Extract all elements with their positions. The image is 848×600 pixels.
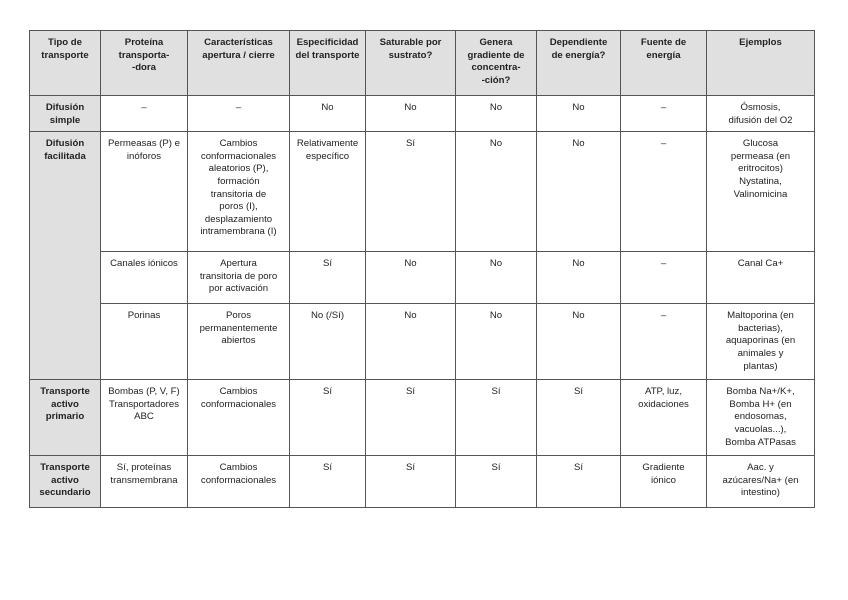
table-cell: Poros permanentemente abiertos [188, 304, 290, 380]
table-row [30, 96, 815, 132]
table-cell: Bomba Na+/K+, Bomba H+ (en endosomas, vacuolas...), Bomba ATPasas [707, 380, 815, 456]
header-dependiente: Dependiente de energía? [537, 31, 621, 96]
table-cell: No [290, 96, 366, 132]
table-cell: Sí [366, 380, 456, 456]
table-cell: Gradiente iónico [621, 456, 707, 508]
table-cell: No [366, 304, 456, 380]
header-especificidad: Especificidad del transporte [290, 31, 366, 96]
table-cell: Ósmosis, difusión del O2 [707, 96, 815, 132]
header-caracteristicas: Características apertura / cierre [188, 31, 290, 96]
row-header-difusion-simple: Difusión simple [30, 96, 101, 132]
table-row [30, 252, 815, 304]
header-fuente: Fuente de energía [621, 31, 707, 96]
table-cell: No [537, 96, 621, 132]
table-cell: No [366, 252, 456, 304]
table-cell: Sí [290, 252, 366, 304]
table-cell: Sí [537, 456, 621, 508]
table-cell: – [621, 132, 707, 252]
table-cell: Sí [456, 380, 537, 456]
table-cell: Maltoporina (en bacterias), aquaporinas (en animales y plantas) [707, 304, 815, 380]
table-cell: Permeasas (P) e inóforos [101, 132, 188, 252]
table-cell: – [621, 252, 707, 304]
table-cell: Sí [290, 380, 366, 456]
table-cell: No [366, 96, 456, 132]
table-cell: Bombas (P, V, F) Transportadores ABC [101, 380, 188, 456]
header-tipo: Tipo de transporte [30, 31, 101, 96]
table-cell: No [537, 252, 621, 304]
table-cell: Cambios conformacionales [188, 456, 290, 508]
table-cell: No [537, 132, 621, 252]
table-cell: No [456, 252, 537, 304]
table-cell: Porinas [101, 304, 188, 380]
table-cell: Cambios conformacionales [188, 380, 290, 456]
table-cell: Sí, proteínas transmembrana [101, 456, 188, 508]
table-cell: No [456, 132, 537, 252]
table-cell: No (/Sí) [290, 304, 366, 380]
header-proteina: Proteína transporta- -dora [101, 31, 188, 96]
table-cell: No [456, 304, 537, 380]
table-row [30, 456, 815, 508]
header-saturable: Saturable por sustrato? [366, 31, 456, 96]
table-row [30, 304, 815, 380]
table-cell: Sí [537, 380, 621, 456]
row-header-difusion-facilitada: Difusión facilitada [30, 132, 101, 380]
table-row [30, 132, 815, 252]
table-cell: ATP, luz, oxidaciones [621, 380, 707, 456]
table-cell: Sí [366, 456, 456, 508]
table-cell: Cambios conformacionales aleatorios (P), formación transitoria de poros (I), desplazamiento intramembrana (I) [188, 132, 290, 252]
header-ejemplos: Ejemplos [707, 31, 815, 96]
table-cell: – [621, 96, 707, 132]
table-cell: Relativamente específico [290, 132, 366, 252]
table-cell: Canales iónicos [101, 252, 188, 304]
table-cell: Aac. y azúcares/Na+ (en intestino) [707, 456, 815, 508]
table-cell: Sí [366, 132, 456, 252]
table-cell: Sí [290, 456, 366, 508]
table-row [30, 380, 815, 456]
table-cell: No [456, 96, 537, 132]
table-cell: – [188, 96, 290, 132]
table-cell: Glucosa permeasa (en eritrocitos) Nystatina, Valinomicina [707, 132, 815, 252]
row-header-activo-secundario: Transporte activo secundario [30, 456, 101, 508]
row-header-activo-primario: Transporte activo primario [30, 380, 101, 456]
table-cell: Sí [456, 456, 537, 508]
table-cell: Canal Ca+ [707, 252, 815, 304]
table-cell: – [101, 96, 188, 132]
transport-table [29, 30, 815, 508]
header-gradiente: Genera gradiente de concentra- -ción? [456, 31, 537, 96]
table-cell: No [537, 304, 621, 380]
header-row [30, 31, 815, 96]
table-cell: Apertura transitoria de poro por activación [188, 252, 290, 304]
table-cell: – [621, 304, 707, 380]
